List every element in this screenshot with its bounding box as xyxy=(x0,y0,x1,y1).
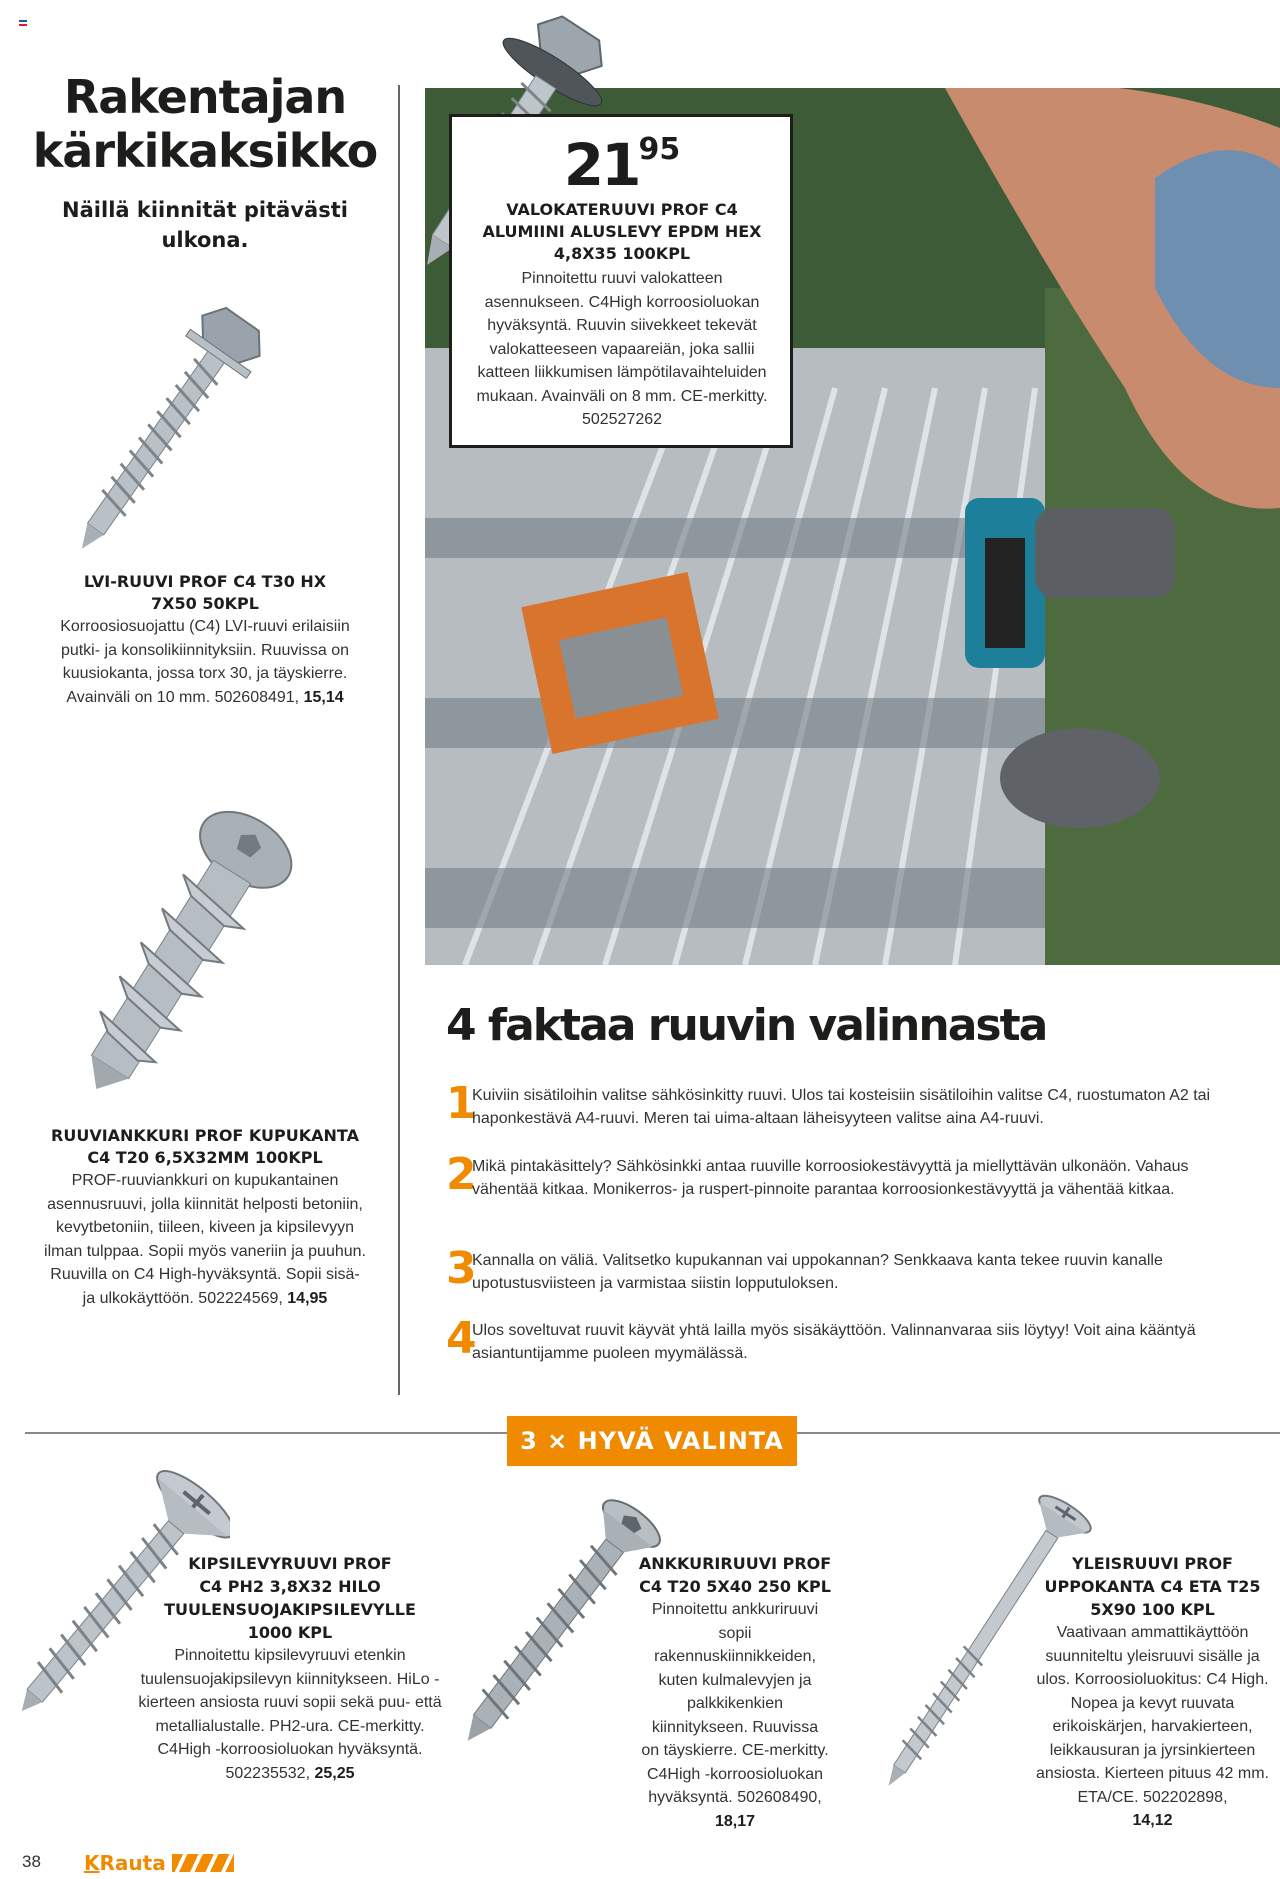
k-rauta-logo xyxy=(84,1850,234,1876)
product-description: Korroosiosuojattu (C4) LVI-ruuvi erilaisiin putki- ja konsolikiinnityksiin. Ruuvissa on kuusiokanta, jossa torx 30, ja täyskierre. Avainväli on 10 mm. 502608491, 15,14 xyxy=(60,618,350,706)
product-ankkuriruuvi xyxy=(615,1552,855,1833)
good-choice-badge: 3 × HYVÄ VALINTA xyxy=(507,1416,797,1466)
product-price: 18,17 xyxy=(714,1812,756,1830)
fact-number: 2 xyxy=(446,1149,477,1200)
fact-number: 3 xyxy=(446,1243,477,1294)
product-price: 15,14 xyxy=(303,688,344,706)
product-kipsilevyruuvi xyxy=(130,1552,450,1785)
corner-flag-icon xyxy=(19,20,27,26)
fact-number: 4 xyxy=(446,1313,477,1364)
page-number: 38 xyxy=(22,1852,41,1871)
fact-text: Kuiviin sisätiloihin valitse sähkösinkitty ruuvi. Ulos tai kosteisiin sisätiloihin valitse C4, ruostumaton A2 tai haponkestävä A4-ruuvi. Meren tai uima-altaan läheisyyteen valitse aina A4-ruuvi. xyxy=(472,1087,1211,1127)
screw-anchor-image xyxy=(50,795,310,1115)
featured-price-box xyxy=(449,114,793,448)
logo-k: K xyxy=(84,1851,100,1875)
featured-price xyxy=(452,131,792,199)
product-title: RUUVIANKKURI PROF KUPUKANTA C4 T20 6,5X32MM 100KPL xyxy=(51,1126,359,1167)
product-description: PROF-ruuviankkuri on kupukantainen asennusruuvi, jolla kiinnität helposti betoniin, kevytbetoniin, tiileen, kiveen ja kipsilevyyn ilman tulppaa. Sopii myös vaneriin ja puuhun. Ruuvilla on C4 High-hyväksyntä. Sopii sisä- ja ulkokäyttöön. 502224569, 14,95 xyxy=(44,1172,366,1307)
product-description: Pinnoitettu ankkuriruuvi sopii rakennuskiinnikkeiden, kuten kulmalevyjen ja palkkikenkien kiinnitykseen. Ruuvissa on täyskierre. CE-merkitty. C4High -korroosioluokan hyväksyntä. 502608490, 18,17 xyxy=(641,1601,829,1830)
product-description: Vaativaan ammattikäyttöön suunniteltu yleisruuvi sisälle ja ulos. Korroosioluokitus: C4 High. Nopea ja kevyt ruuvata erikoiskärjen, harvakierteen, leikkausuran ja jyrsinkierteen ansiosta. Kierteen pituus 42 mm. ETA/CE. 502202898, 14,12 xyxy=(1035,1624,1269,1829)
fact-text: Ulos soveltuvat ruuvit käyvät yhtä lailla myös sisäkäyttöön. Valinnanvaraa siis löytyy! Voit aina kääntyä asiantuntijamme puoleen myymälässä. xyxy=(472,1322,1196,1362)
page-title-line2: kärkikaksikko xyxy=(32,124,378,178)
product-title: ANKKURIRUUVI PROF C4 T20 5X40 250 KPL xyxy=(638,1554,832,1596)
featured-product-title: VALOKATERUUVI PROF C4 ALUMIINI ALUSLEVY EPDM HEX 4,8X35 100KPL xyxy=(482,200,762,263)
product-price: 25,25 xyxy=(314,1764,355,1782)
product-ruuviankkuri xyxy=(30,1125,380,1310)
fact-text: Mikä pintakäsittely? Sähkösinkki antaa ruuville korroosiokestävyyttä ja miellyttävän ulkonäön. Vahaus vähentää kitkaa. Monikerros- ja ruspert-pinnoite parantaa korroosionkestävyyttä ja vähentää kitkaa. xyxy=(472,1158,1189,1198)
page-title-line1: Rakentajan xyxy=(63,70,347,124)
price-cents: 95 xyxy=(638,132,681,167)
product-price: 14,95 xyxy=(287,1289,328,1307)
featured-product-description: Pinnoitettu ruuvi valokatteen asennukseen. C4High korroosioluokan hyväksyntä. Ruuvin siivekkeet tekevät valokatteeseen vapaareiän, joka sallii katteen liikkumisen lämpötilavaihteluiden mukaan. Avainväli on 8 mm. CE-merkitty. 502527262 xyxy=(476,270,768,428)
facts-heading: 4 faktaa ruuvin valinnasta xyxy=(446,1000,1047,1051)
product-yleisruuvi xyxy=(1025,1552,1280,1833)
page-subtitle-line1: Näillä kiinnität pitävästi xyxy=(62,198,348,222)
product-title: YLEISRUUVI PROF UPPOKANTA C4 ETA T25 5X90 100 KPL xyxy=(1044,1554,1261,1619)
page-subtitle xyxy=(30,195,380,255)
product-description: Pinnoitettu kipsilevyruuvi etenkin tuulensuojakipsilevyn kiinnitykseen. HiLo -kierteen ansiosta ruuvi sopii sekä puu- että metallialustalle. PH2-ura. CE-merkitty. C4High -korroosioluokan hyväksyntä. 502235532, 25,25 xyxy=(138,1647,442,1782)
fact-number: 1 xyxy=(446,1078,477,1129)
fact-text: Kannalla on väliä. Valitsetko kupukannan vai uppokannan? Senkkaava kanta tekee ruuvin kanalle upotustusviisteen ja varmistaa siistin lopputuloksen. xyxy=(472,1252,1163,1292)
logo-stripes-icon xyxy=(172,1854,234,1872)
product-price: 14,12 xyxy=(1132,1812,1173,1829)
price-main: 21 xyxy=(563,131,639,199)
logo-brand: Rauta xyxy=(99,1851,166,1875)
page-subtitle-line2: ulkona. xyxy=(161,228,249,252)
lvi-screw-image xyxy=(50,285,280,575)
product-lvi-ruuvi xyxy=(40,571,370,709)
page-title xyxy=(20,70,390,178)
product-title: KIPSILEVYRUUVI PROF C4 PH2 3,8X32 HILO TUULENSUOJAKIPSILEVYLLE 1000 KPL xyxy=(164,1554,416,1642)
product-title: LVI-RUUVI PROF C4 T30 HX 7X50 50KPL xyxy=(83,572,327,613)
